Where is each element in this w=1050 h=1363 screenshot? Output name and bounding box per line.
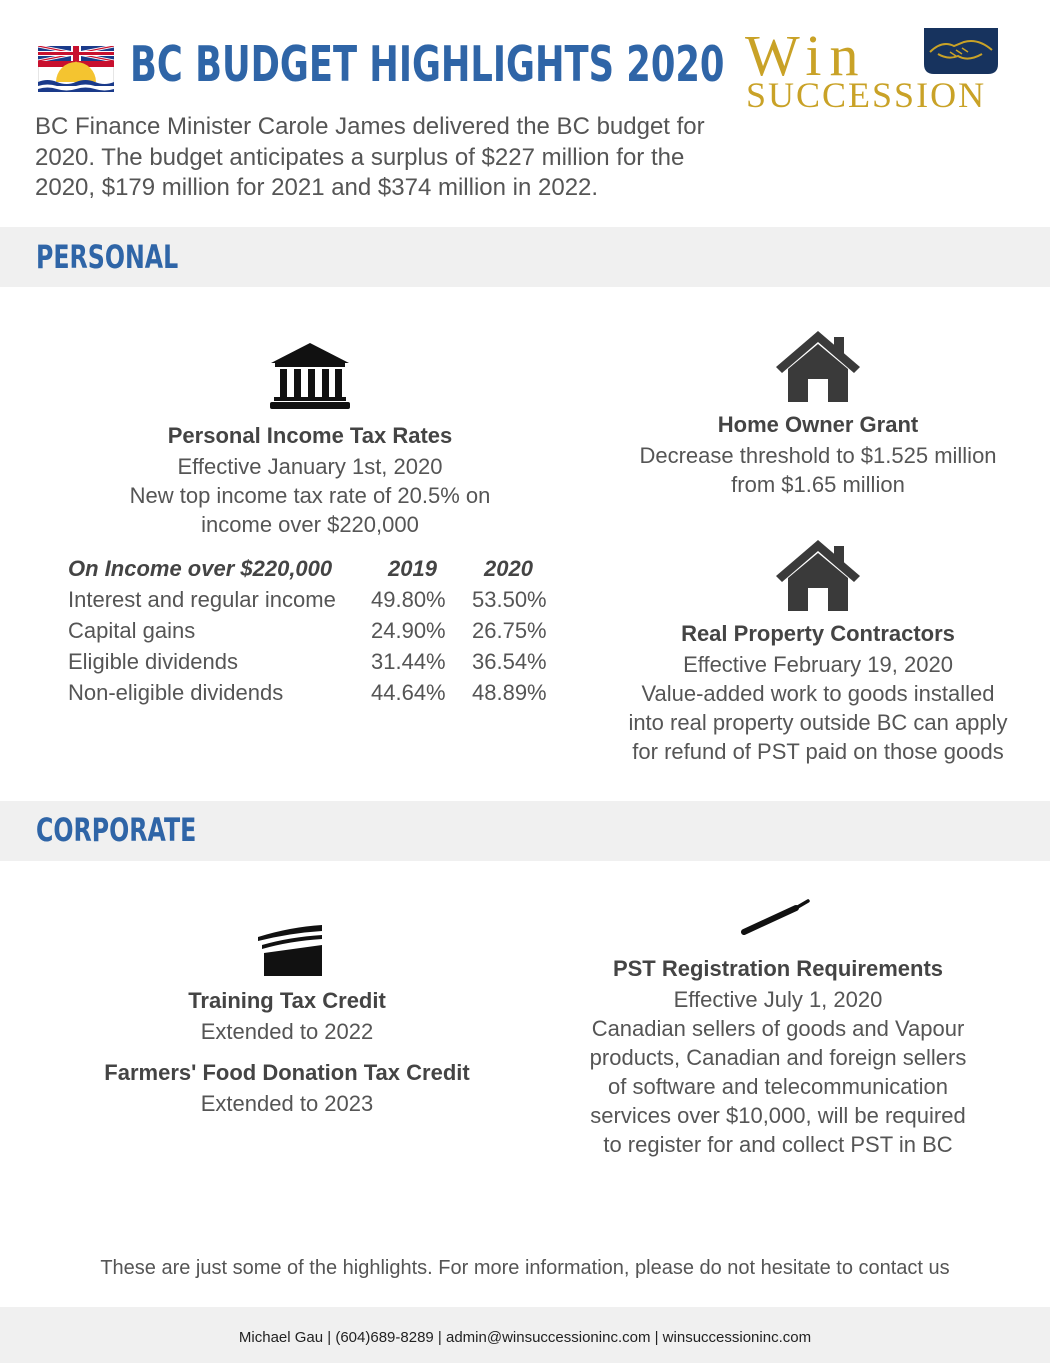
table-header-income: On Income over $220,000 [68, 556, 333, 581]
pst-desc-4: services over $10,000, will be required [590, 1103, 966, 1128]
income-tax-effective: Effective January 1st, 2020 [177, 454, 443, 479]
pst-effective: Effective July 1, 2020 [673, 987, 883, 1012]
table-header-2019: 2019 [388, 556, 437, 581]
pst-desc-5: to register for and collect PST in BC [603, 1132, 953, 1157]
home-owner-grant-desc-2: from $1.65 million [731, 472, 905, 497]
vape-pen-icon [740, 896, 812, 936]
table-cell-2020: 26.75% [472, 618, 547, 643]
table-cell-label: Interest and regular income [68, 587, 336, 612]
farmers-credit-desc: Extended to 2023 [200, 1091, 374, 1116]
training-credit-desc: Extended to 2022 [200, 1019, 374, 1044]
page-title: BC BUDGET HIGHLIGHTS 2020 [130, 36, 725, 93]
personal-section-title: PERSONAL [36, 238, 179, 276]
table-cell-2020: 36.54% [472, 649, 547, 674]
factory-icon [256, 923, 324, 977]
pst-desc-2: products, Canadian and foreign sellers [589, 1045, 967, 1070]
income-tax-desc-2: income over $220,000 [201, 512, 419, 537]
intro-paragraph: BC Finance Minister Carole James delivered the BC budget for 2020. The budget anticipates a surplus of $227 million for the 2020, $179 million for 2021 and $374 million in 2022. [35, 113, 705, 201]
farmers-credit-heading: Farmers' Food Donation Tax Credit [104, 1060, 470, 1085]
logo-text-win: Win [745, 23, 867, 88]
pst-heading: PST Registration Requirements [612, 956, 944, 981]
real-property-desc-3: for refund of PST paid on those goods [632, 739, 1004, 764]
income-tax-heading: Personal Income Tax Rates [167, 423, 453, 448]
real-property-heading: Real Property Contractors [681, 621, 955, 646]
table-cell-label: Eligible dividends [68, 649, 238, 674]
real-property-effective: Effective February 19, 2020 [683, 652, 953, 677]
handshake-logo-icon [924, 28, 998, 74]
training-credit-heading: Training Tax Credit [188, 988, 386, 1013]
real-property-desc-1: Value-added work to goods installed [641, 681, 995, 706]
bc-flag-icon [38, 46, 114, 92]
house-icon [774, 538, 862, 612]
table-cell-label: Non-eligible dividends [68, 680, 284, 705]
footer-note: These are just some of the highlights. For more information, please do not hesitate to contact us [100, 1257, 950, 1279]
table-cell-2020: 48.89% [472, 680, 547, 705]
table-cell-2019: 24.90% [371, 618, 446, 643]
house-icon [774, 329, 862, 403]
footer-contact: Michael Gau | (604)689-8289 | admin@winsuccessioninc.com | winsuccessioninc.com [238, 1329, 812, 1346]
pst-desc-3: of software and telecommunication [608, 1074, 948, 1099]
real-property-desc-2: into real property outside BC can apply [628, 710, 1008, 735]
table-cell-2019: 49.80% [371, 587, 446, 612]
table-cell-label: Capital gains [68, 618, 196, 643]
pst-desc-1: Canadian sellers of goods and Vapour [591, 1016, 965, 1041]
table-cell-2019: 31.44% [371, 649, 446, 674]
corporate-section-title: CORPORATE [36, 811, 197, 849]
table-cell-2020: 53.50% [472, 587, 547, 612]
income-tax-desc-1: New top income tax rate of 20.5% on [129, 483, 491, 508]
home-owner-grant-desc-1: Decrease threshold to $1.525 million [639, 443, 997, 468]
table-cell-2019: 44.64% [371, 680, 446, 705]
table-header-2020: 2020 [484, 556, 533, 581]
home-owner-grant-heading: Home Owner Grant [717, 412, 919, 437]
bank-icon [269, 343, 351, 409]
logo-text-succession: SUCCESSION [746, 75, 987, 115]
